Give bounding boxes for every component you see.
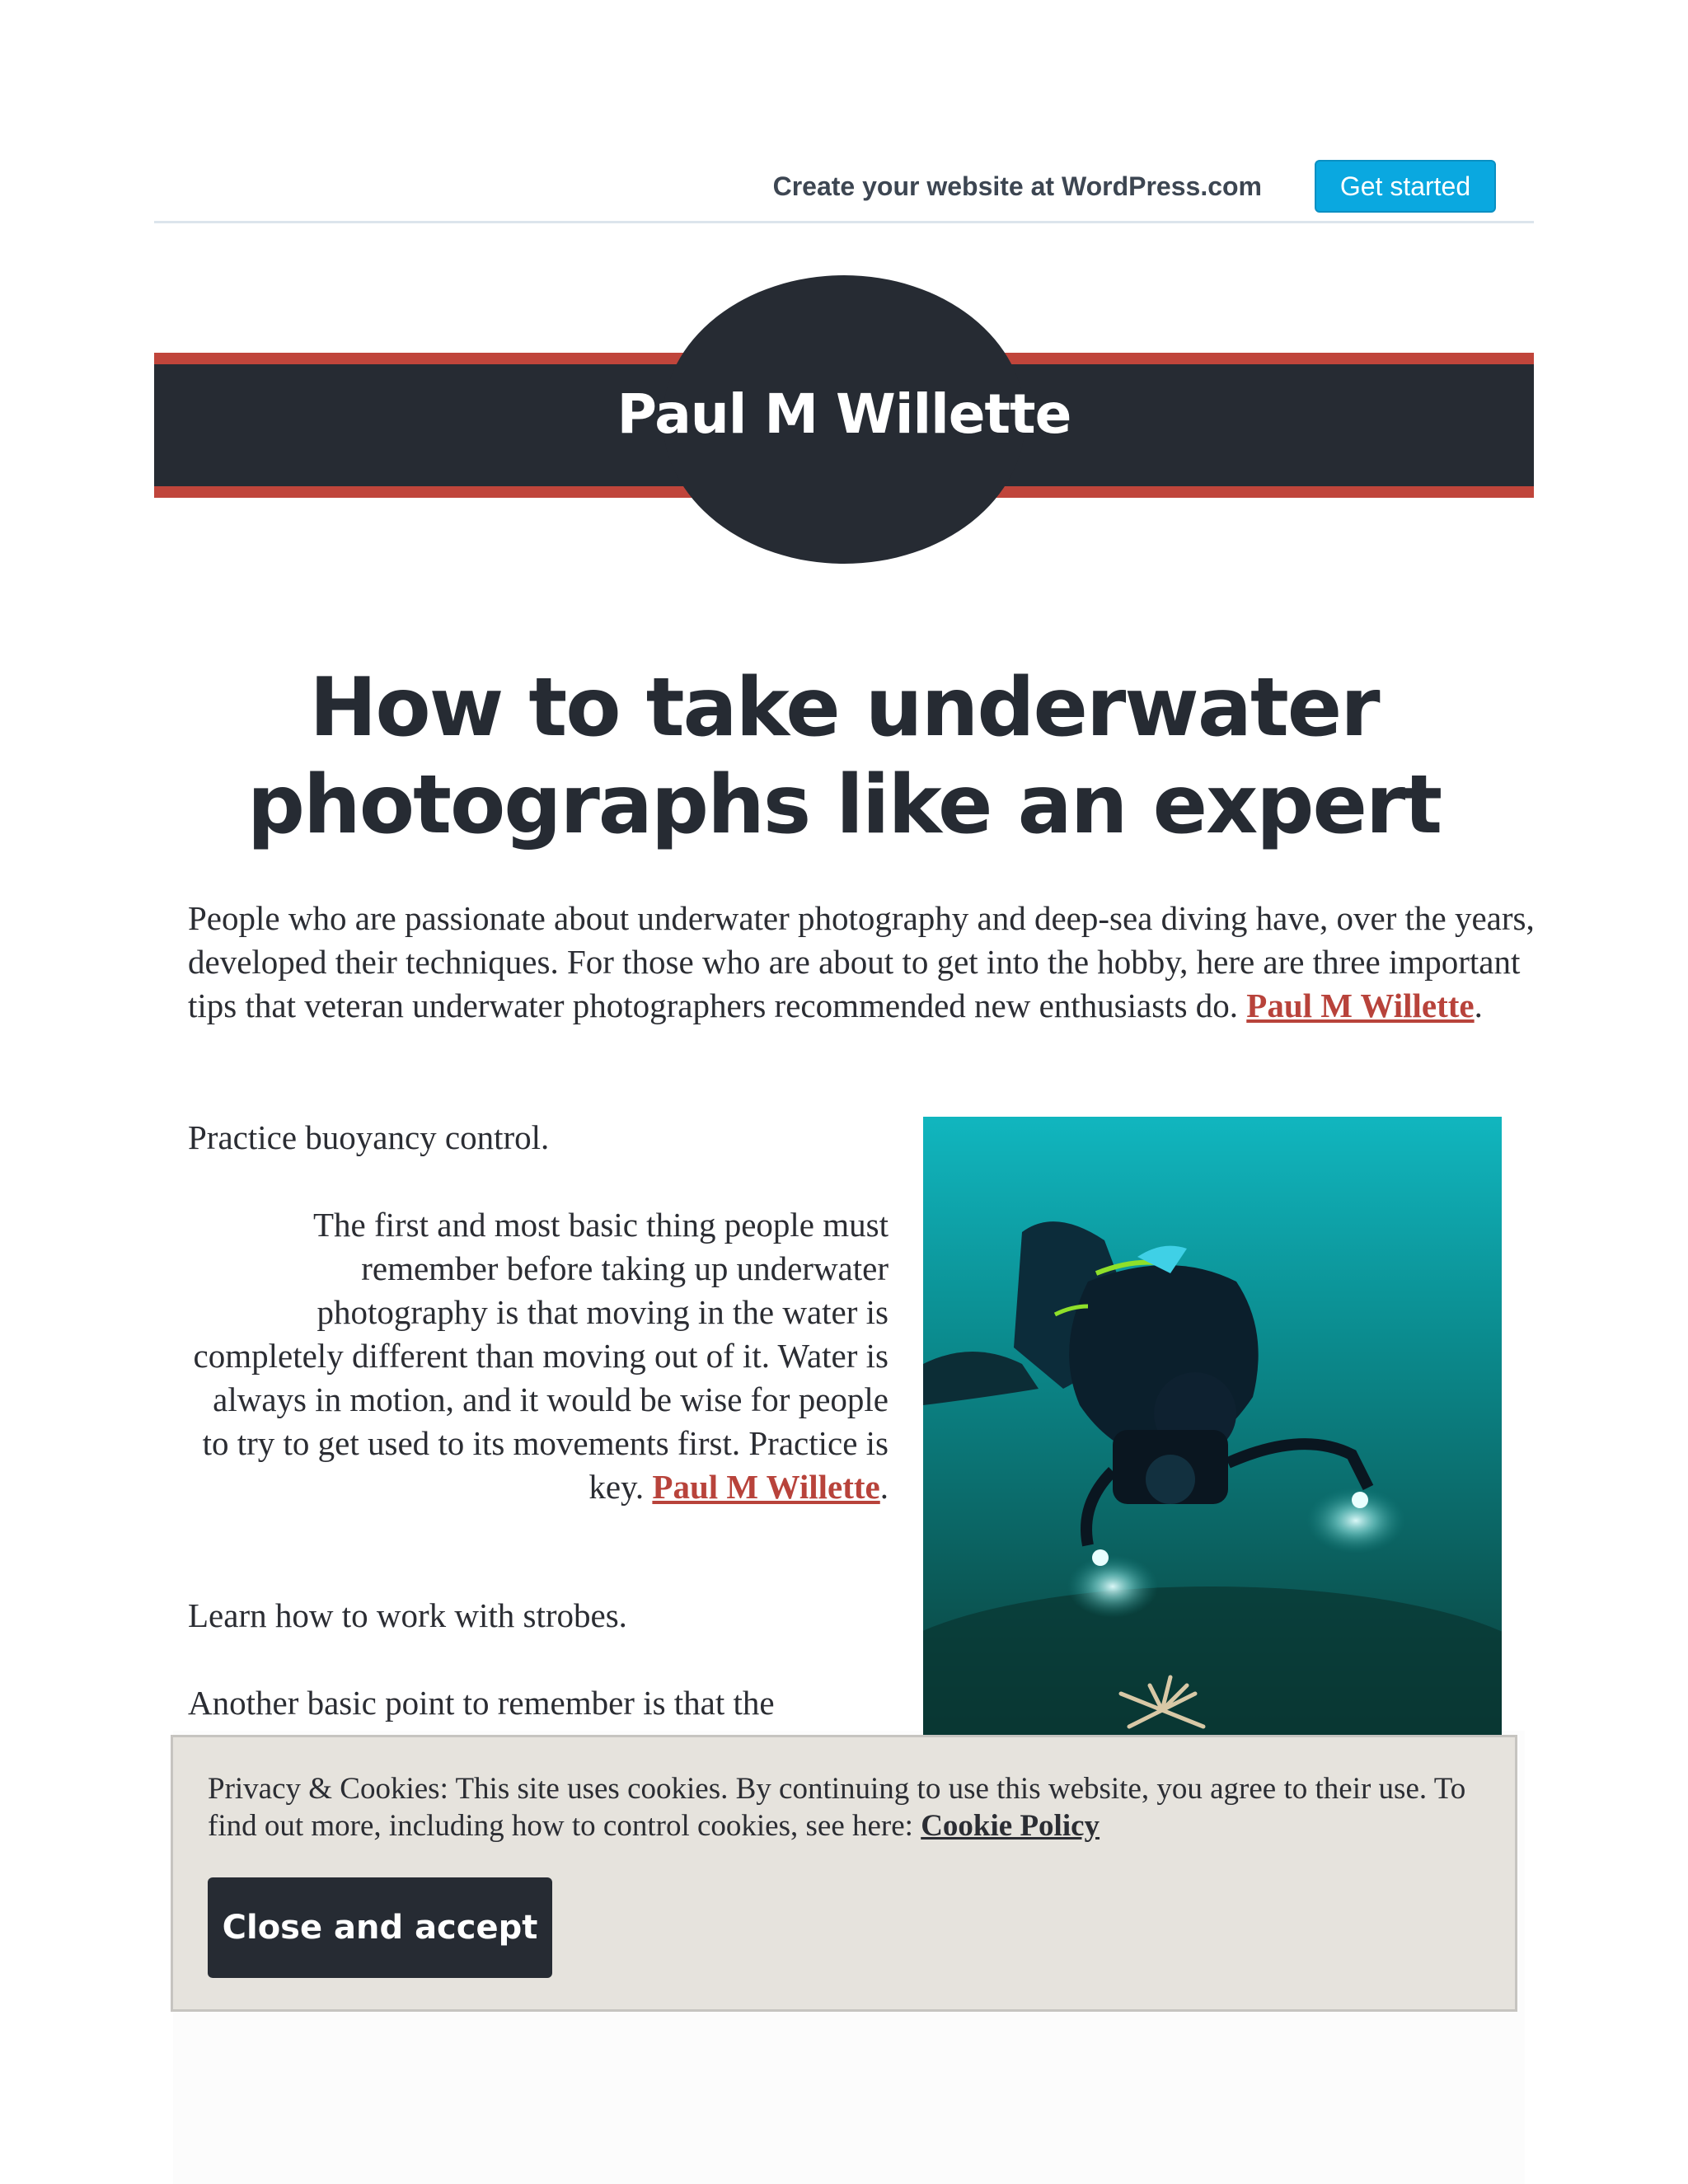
intro-author-link[interactable]: Paul M Willette — [1246, 987, 1475, 1024]
tip2-paragraph: Another basic point to remember is that the — [188, 1684, 775, 1722]
wordpress-banner — [154, 153, 1534, 223]
tip2-heading: Learn how to work with strobes. — [188, 1596, 627, 1634]
tip1-text: The first and most basic thing people must remember before taking up underwater photography is that moving in the water is completely different than moving out of it. Water is always in motion, and it would be wise for people to try to get used to its movements first. Practice is key. — [193, 1206, 889, 1506]
cookie-policy-link[interactable]: Cookie Policy — [921, 1809, 1100, 1843]
intro-text: People who are passionate about underwater photography and deep-sea diving have, over the years, developed their techniques. For those who are about to get into the hobby, here are three important tips that veteran underwater photographers recommended new enthusiasts do. — [188, 899, 1535, 1024]
intro-paragraph — [188, 897, 1540, 1028]
cookie-message: Privacy & Cookies: This site uses cookies. By continuing to use this website, you agree to their use. To find out more, including how to control cookies, see here: — [208, 1772, 1466, 1843]
close-and-accept-button[interactable]: Close and accept — [208, 1877, 552, 1978]
diver-photo — [923, 1117, 1502, 1743]
site-title[interactable]: Paul M Willette — [617, 382, 1071, 446]
get-started-button[interactable]: Get started — [1315, 160, 1496, 213]
tip1-author-link[interactable]: Paul M Willette — [652, 1468, 880, 1506]
diver-illustration — [923, 1117, 1502, 1743]
post-title: How to take underwater photographs like an expert — [246, 661, 1442, 852]
tip1-period: . — [879, 1468, 889, 1506]
cookie-notice-text — [208, 1770, 1493, 1844]
intro-period: . — [1474, 987, 1483, 1024]
tip1-paragraph — [188, 1203, 889, 1509]
wordpress-banner-text[interactable]: Create your website at WordPress.com — [772, 171, 1262, 201]
tip1-heading: Practice buoyancy control. — [188, 1118, 550, 1156]
site-header — [154, 272, 1534, 569]
cookie-notice — [171, 1735, 1517, 2012]
